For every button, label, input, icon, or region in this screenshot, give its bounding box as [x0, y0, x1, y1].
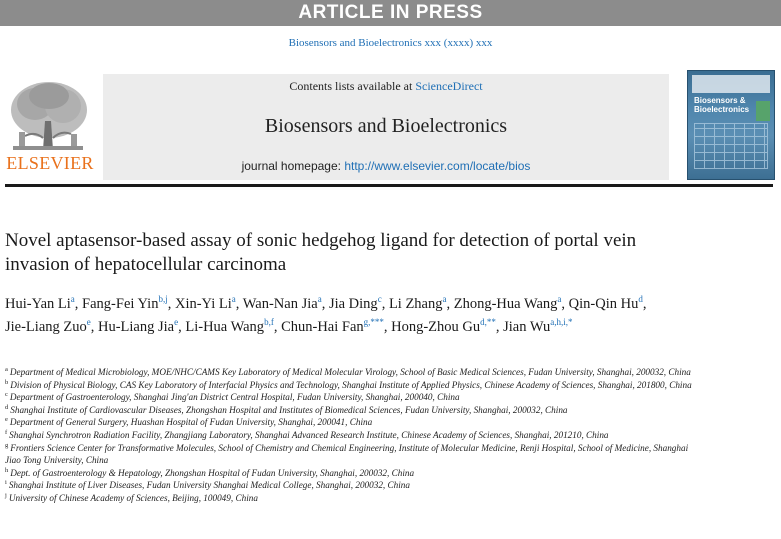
author-separator: ,: [90, 319, 98, 335]
author-entry: [243, 296, 329, 312]
affiliation-item: [5, 442, 695, 467]
author-entry: [82, 296, 175, 312]
affiliation-text: University of Chinese Academy of Sciences, Beijing, 100049, China: [8, 492, 258, 503]
affiliation-text: Department of Medical Microbiology, MOE/NHC/CAMS Key Laboratory of Medical Molecular Virology, School of Basic Medical Sciences, Fudan University, Shanghai, 200032, China: [9, 367, 691, 377]
cover-accent: [756, 101, 770, 121]
author-entry: [389, 296, 454, 312]
author-separator: ,: [495, 319, 504, 335]
affiliation-text: Shanghai Institute of Liver Diseases, Fudan University Shanghai Medical College, Shanghai, 200032, China: [8, 480, 410, 491]
author-name[interactable]: Jian Wu: [503, 319, 551, 335]
affiliation-text: Department of General Surgery, Huashan Hospital of Fudan University, Shanghai, 200041, China: [9, 417, 373, 428]
author-entry: [5, 319, 98, 335]
author-name[interactable]: Fang-Fei Yin: [82, 296, 159, 312]
affiliation-item: [5, 404, 695, 417]
author-name[interactable]: Li Zhang: [388, 296, 443, 312]
affiliation-item: [5, 479, 695, 492]
author-list: [5, 293, 655, 339]
author-entry: [454, 296, 569, 312]
affiliation-key: b: [5, 378, 9, 386]
author-entry: [5, 296, 82, 312]
author-name[interactable]: Xin-Yi Li: [174, 296, 232, 312]
affiliation-key: h: [5, 466, 9, 474]
author-affiliation-marker[interactable]: b,f: [264, 317, 274, 328]
author-entry: [98, 319, 185, 335]
affiliation-text: Shanghai Institute of Cardiovascular Diseases, Zhongshan Hospital and Institutes of Biomedical Sciences, Fudan University, Shanghai, 200032, China: [10, 404, 568, 415]
affiliation-item: [5, 416, 695, 429]
affiliation-key: e: [5, 416, 8, 424]
author-separator: ,: [167, 296, 175, 312]
affiliation-key: i: [5, 479, 7, 487]
author-affiliation-marker[interactable]: a: [317, 294, 322, 305]
author-affiliation-marker[interactable]: a,h,i,*: [550, 317, 573, 328]
sciencedirect-link[interactable]: ScienceDirect: [415, 79, 483, 93]
author-name[interactable]: Li-Hua Wang: [185, 319, 265, 335]
article-in-press-text: ARTICLE IN PRESS: [298, 2, 483, 23]
author-name[interactable]: Hui-Yan Li: [5, 296, 71, 312]
affiliation-item: [5, 391, 695, 404]
journal-cover-thumbnail-icon[interactable]: [687, 70, 775, 180]
author-entry: [281, 319, 391, 335]
author-affiliation-marker[interactable]: d: [638, 294, 643, 305]
affiliation-list: [5, 366, 695, 505]
affiliation-text: Frontiers Science Center for Transformative Molecules, School of Chemistry and Chemical Engineering, Institute of Molecular Medicine, Renji Hospital, School of Medicine, Shanghai Jiao Tong University, China: [5, 442, 689, 466]
affiliation-key: j: [5, 491, 7, 499]
author-entry: [329, 296, 389, 312]
author-entry: [175, 296, 243, 312]
author-affiliation-marker[interactable]: g,***: [363, 317, 384, 328]
article-in-press-banner: [0, 0, 781, 26]
author-separator: ,: [642, 296, 647, 312]
author-affiliation-marker[interactable]: e: [174, 317, 179, 328]
author-name[interactable]: Jie-Liang Zuo: [5, 319, 87, 335]
affiliation-key: f: [5, 428, 8, 436]
author-entry: [185, 319, 281, 335]
author-entry: [569, 296, 647, 312]
journal-info-panel: [103, 74, 669, 180]
affiliation-text: Division of Physical Biology, CAS Key Laboratory of Interfacial Physics and Technology, Shanghai Institute of Applied Physics, Chinese Academy of Sciences, Shanghai, 201800, China: [10, 379, 692, 390]
elsevier-wordmark[interactable]: ELSEVIER: [6, 153, 94, 173]
cover-title-line-1: Biosensors &: [694, 96, 746, 105]
author-separator: ,: [446, 296, 454, 312]
author-affiliation-marker[interactable]: a: [442, 294, 447, 305]
author-separator: ,: [381, 296, 389, 312]
affiliation-key: g: [5, 441, 9, 449]
journal-header: [5, 68, 773, 183]
header-divider: [5, 184, 773, 187]
author-affiliation-marker[interactable]: a: [557, 294, 562, 305]
author-name[interactable]: Jia Ding: [328, 296, 378, 312]
affiliation-key: a: [5, 365, 8, 373]
affiliation-key: d: [5, 403, 9, 411]
author-separator: ,: [561, 296, 569, 312]
homepage-url-link[interactable]: http://www.elsevier.com/locate/bios: [344, 159, 531, 173]
author-affiliation-marker[interactable]: c: [377, 294, 382, 305]
affiliation-item: [5, 366, 695, 379]
journal-title: Biosensors and Bioelectronics: [264, 115, 508, 137]
author-separator: ,: [321, 296, 329, 312]
author-name[interactable]: Wan-Nan Jia: [242, 296, 318, 312]
affiliation-item: [5, 467, 695, 480]
author-entry: [503, 319, 572, 335]
author-name[interactable]: Zhong-Hua Wang: [453, 296, 558, 312]
author-affiliation-marker[interactable]: b,j: [158, 294, 168, 305]
author-separator: ,: [74, 296, 83, 312]
affiliation-text: Dept. of Gastroenterology & Hepatology, Zhongshan Hospital of Fudan University, Shanghai, 200032, China: [10, 467, 415, 478]
affiliation-text: Shanghai Synchrotron Radiation Facility, Zhangjiang Laboratory, Shanghai Advanced Research Institute, Chinese Academy of Sciences, Shanghai, 201210, China: [9, 429, 609, 440]
affiliation-item: [5, 429, 695, 442]
author-name[interactable]: Hu-Liang Jia: [98, 319, 175, 335]
affiliation-text: Department of Gastroenterology, Shanghai Jing'an District Central Hospital, Fudan University, Shanghai, 200040, China: [9, 392, 460, 403]
author-affiliation-marker[interactable]: a: [231, 294, 236, 305]
author-separator: ,: [178, 319, 186, 335]
author-entry: [391, 319, 503, 335]
author-separator: ,: [235, 296, 243, 312]
affiliation-key: c: [5, 391, 8, 399]
contents-available-line: [103, 79, 669, 94]
journal-homepage-line: [103, 159, 669, 173]
author-name[interactable]: Chun-Hai Fan: [281, 319, 364, 335]
author-affiliation-marker[interactable]: e: [86, 317, 91, 328]
journal-citation-link[interactable]: Biosensors and Bioelectronics xxx (xxxx) xxx: [288, 37, 493, 49]
cover-graphic: [694, 123, 768, 169]
homepage-prefix: journal homepage:: [241, 159, 345, 173]
article-title: Novel aptasensor-based assay of sonic hedgehog ligand for detection of portal vein invasion of hepatocellular carcinoma: [5, 230, 637, 275]
author-name[interactable]: Hong-Zhou Gu: [391, 319, 481, 335]
cover-band: [692, 75, 770, 93]
contents-prefix: Contents lists available at: [289, 79, 416, 93]
affiliation-item: [5, 492, 695, 505]
author-affiliation-marker[interactable]: a: [70, 294, 75, 305]
affiliation-item: [5, 379, 695, 392]
author-name[interactable]: Qin-Qin Hu: [568, 296, 639, 312]
author-separator: ,: [273, 319, 282, 335]
author-separator: ,: [383, 319, 392, 335]
author-affiliation-marker[interactable]: d,**: [480, 317, 496, 328]
cover-title-line-2: Bioelectronics: [694, 104, 750, 114]
